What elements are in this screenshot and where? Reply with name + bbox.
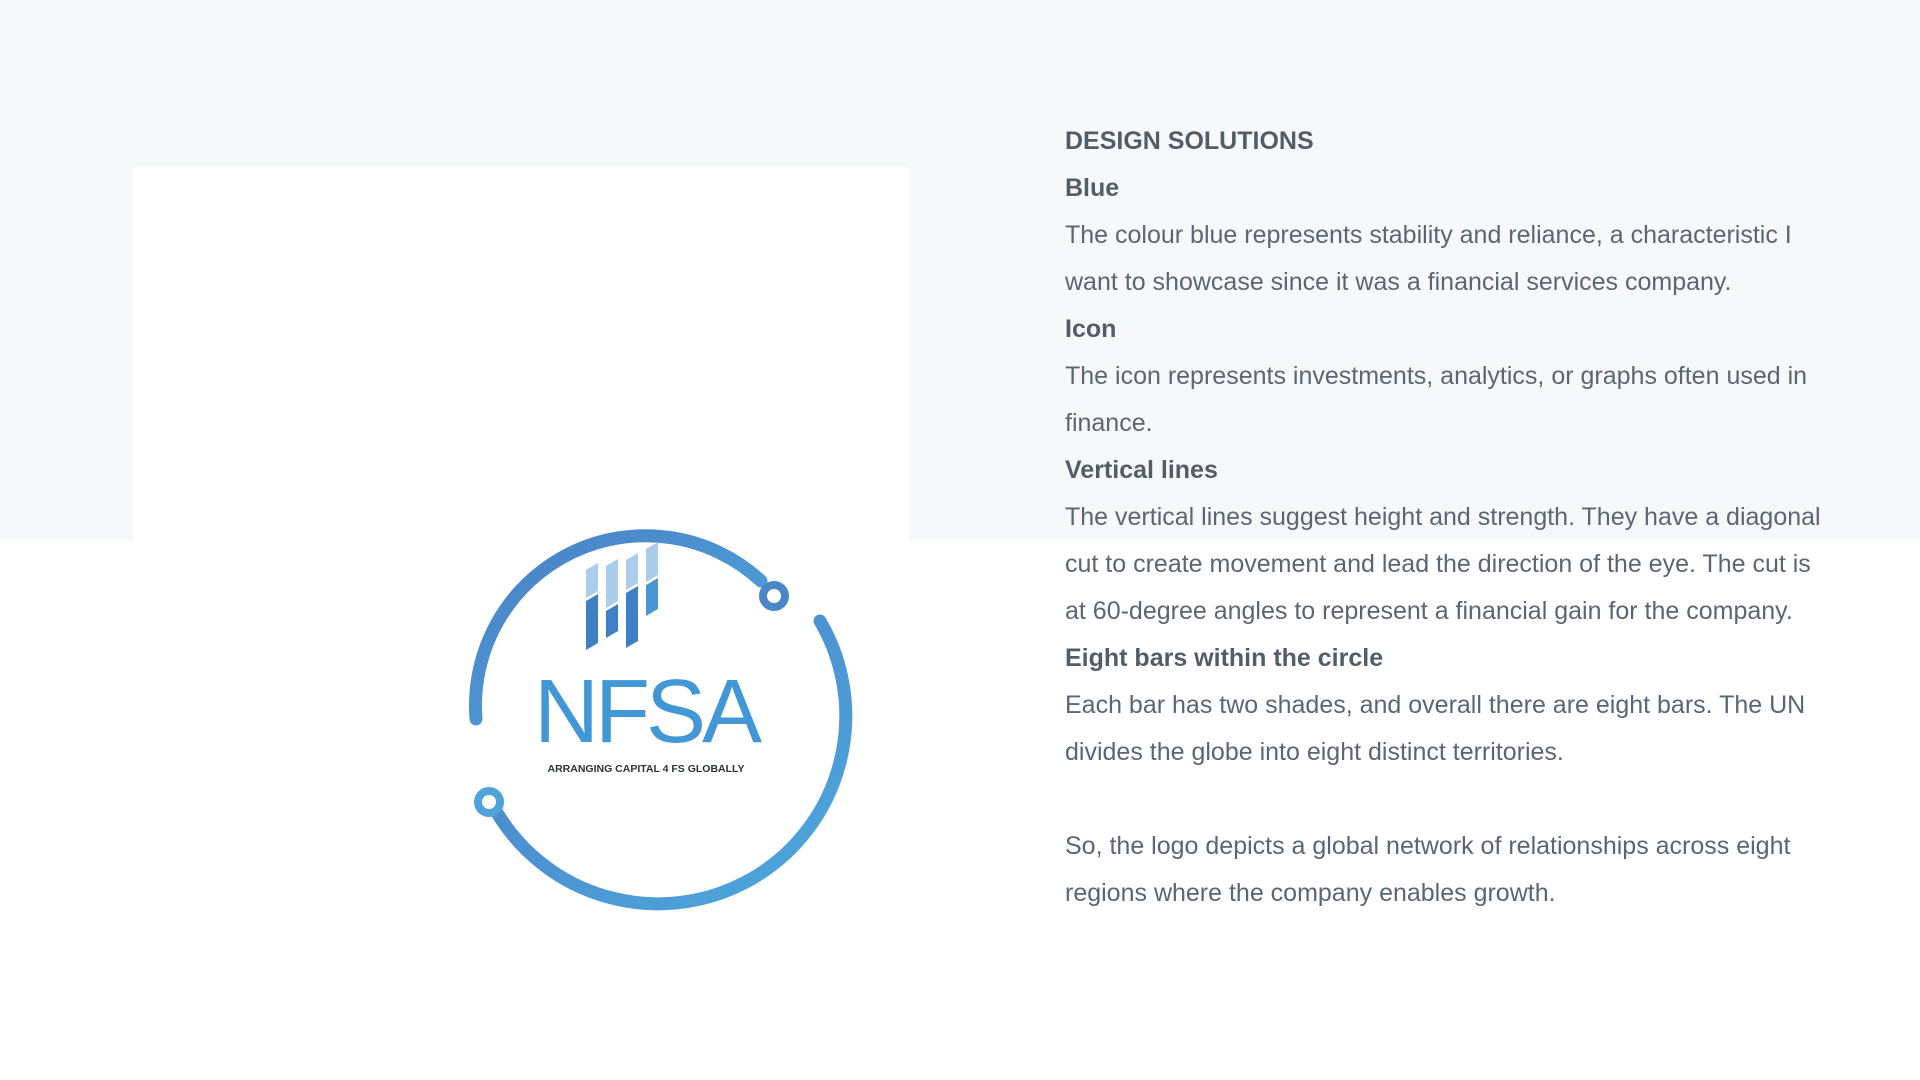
section-body-icon: The icon represents investments, analytics, or graphs often used in finance. <box>1065 362 1808 437</box>
section-title: DESIGN SOLUTIONS <box>1065 127 1314 155</box>
section-heading-vertical-lines: Vertical lines <box>1065 456 1218 484</box>
section-heading-eight-bars: Eight bars within the circle <box>1065 644 1384 672</box>
spacer <box>1065 776 1825 823</box>
section-body-vertical-lines: The vertical lines suggest height and strength. They have a diagonal cut to create movement and lead the direction of the eye. The cut is at 60-degree angles to represent a financial gain for the company. <box>1065 503 1821 625</box>
design-solutions-text <box>1065 118 1825 917</box>
ring-node-bottom-icon <box>478 791 500 813</box>
logo-wordmark: NFSA <box>533 662 759 762</box>
ring-node-top-icon <box>763 585 785 607</box>
logo-tagline: ARRANGING CAPITAL 4 FS GLOBALLY <box>547 763 745 775</box>
bar-chart-icon <box>586 542 658 650</box>
section-body-eight-bars: Each bar has two shades, and overall there are eight bars. The UN divides the globe into eight distinct territories. <box>1065 691 1806 766</box>
nfsa-logo <box>434 467 894 927</box>
logo-card <box>134 167 910 957</box>
section-heading-blue: Blue <box>1065 174 1120 202</box>
section-body-blue: The colour blue represents stability and reliance, a characteristic I want to showcase since it was a financial services company. <box>1065 221 1792 296</box>
section-heading-icon: Icon <box>1065 315 1117 343</box>
conclusion-paragraph: So, the logo depicts a global network of relationships across eight regions where the company enables growth. <box>1065 832 1791 907</box>
